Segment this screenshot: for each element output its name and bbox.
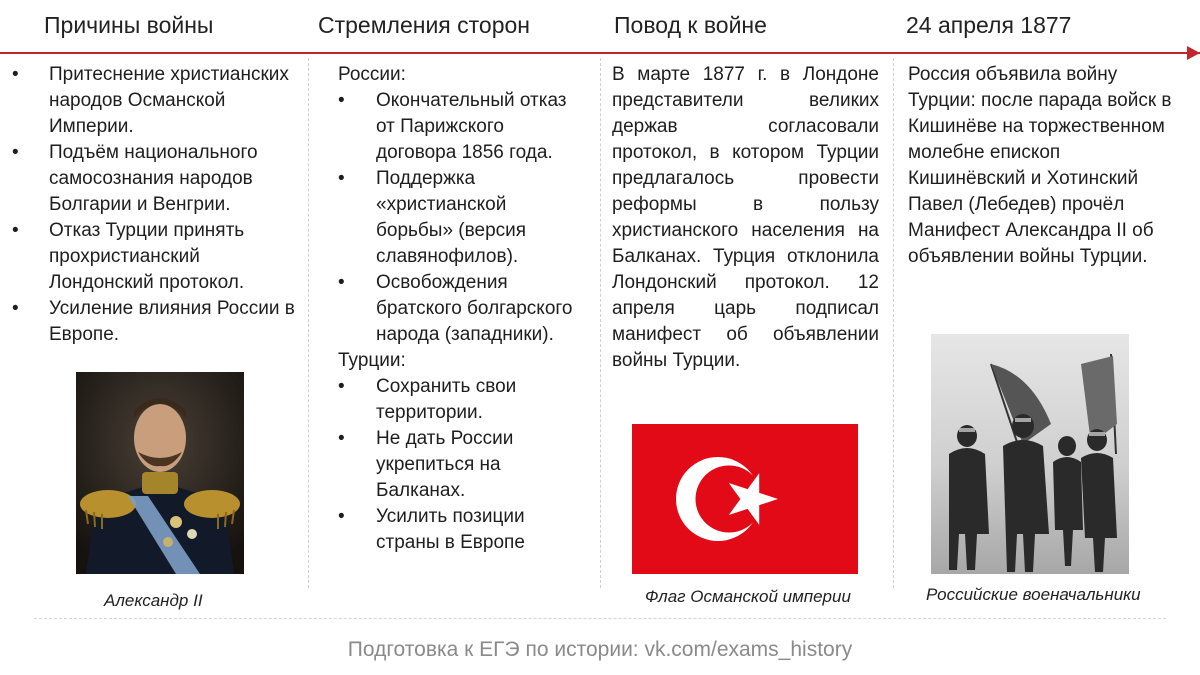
timeline-line: [0, 52, 1200, 54]
ottoman-flag: [632, 424, 858, 574]
causes-column: [12, 62, 297, 348]
list-item: • Окончательный отказ от Парижского договора 1856 года.: [338, 88, 588, 166]
header-aims: Стремления сторон: [318, 12, 530, 38]
footer-text: Подготовка к ЕГЭ по истории: vk.com/exams_history: [347, 638, 853, 661]
column-divider: [600, 58, 601, 588]
list-item: • Освобождения братского болгарского народа (западники).: [338, 270, 588, 348]
list-item: • Не дать России укрепиться на Балканах.: [338, 426, 588, 504]
portrait-alexander-ii: [76, 372, 244, 574]
aims-turkey-label: Турции:: [338, 350, 406, 371]
list-item: • Притеснение христианских народов Османской Империи.: [12, 62, 297, 140]
list-item: • Усиление влияния России в Европе.: [12, 296, 297, 348]
list-item: • Поддержка «христианской борьбы» (версия славянофилов).: [338, 166, 588, 270]
list-item: • Усилить позиции страны в Европе: [338, 504, 588, 556]
pretext-text: В марте 1877 г. в Лондоне представители великих держав согласовали протокол, в котором Турции предлагалось провести реформы в пользу христианского населения на Балканах. Турция отклонила Лондонский протокол. 12 апреля царь подписал манифест об объявлении войны Турции.: [612, 64, 879, 371]
causes-list: [12, 62, 297, 348]
column-divider: [308, 58, 309, 588]
header-date: 24 апреля 1877: [906, 12, 1072, 38]
header-causes: Причины войны: [44, 12, 214, 38]
caption-portrait: Александр II: [104, 591, 203, 610]
timeline-arrow-icon: [1187, 46, 1200, 60]
list-item: • Сохранить свои территории.: [338, 374, 588, 426]
aims-russia-list: [338, 88, 588, 348]
caption-flag: Флаг Османской империи: [645, 587, 851, 606]
caption-commanders: Российские военачальники: [926, 585, 1141, 604]
list-item: • Отказ Турции принять прохристианский Лондонский протокол.: [12, 218, 297, 296]
photo-russian-commanders: [931, 334, 1129, 574]
declaration-text: Россия объявила войну Турции: после парада войск в Кишинёве на торжественном молебне епископ Кишинёвский и Хотинский Павел (Лебедев) прочёл Манифест Александра II об объявлении войны Турции.: [908, 64, 1172, 267]
column-divider: [893, 58, 894, 588]
aims-russia-label: России:: [338, 64, 406, 85]
aims-turkey-list: [338, 374, 588, 556]
header-pretext: Повод к войне: [614, 12, 767, 38]
list-item: • Подъём национального самосознания народов Болгарии и Венгрии.: [12, 140, 297, 218]
aims-column: [338, 62, 588, 556]
footer-divider: [34, 618, 1166, 619]
